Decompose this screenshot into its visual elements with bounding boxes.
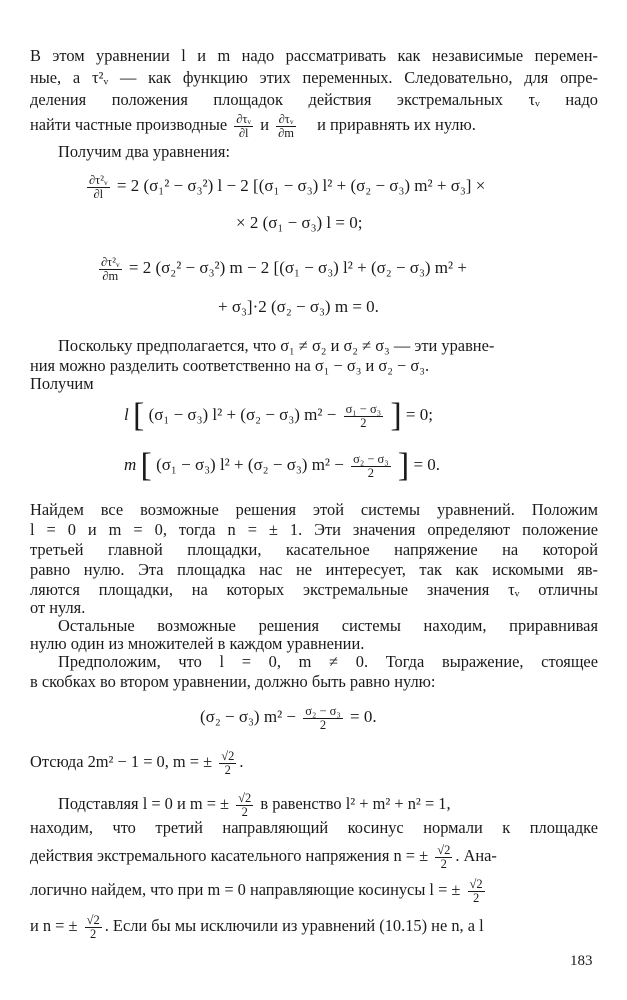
text-line: Отсюда 2m² − 1 = 0, m = ± $\frac{√2}{2}$ .: [30, 748, 244, 777]
equation-text: = 0.: [413, 455, 441, 474]
text-line: В этом уравнении l и m надо рассматривать как независимые перемен-: [30, 46, 598, 65]
page-number: 183: [570, 953, 593, 969]
text-line: [30, 908, 598, 944]
text-line: Получим: [30, 374, 94, 393]
fraction: $\frac{\text{∂τᵥ}}{\partial m}$: [278, 111, 295, 140]
equation: [96, 248, 467, 288]
fraction: $\frac{√2}{2}$: [437, 842, 451, 871]
fraction: $\frac{\text{∂τ²ᵥ}}{\partial l}$: [89, 172, 108, 201]
text-fragment: . Если бы мы исключили из уравнений (10.15) не n, а l: [104, 916, 484, 935]
fraction: $\frac{\text{σ₁ − σ₃}}{2}$: [345, 401, 382, 430]
text-fragment: и приравнять их нулю.: [317, 115, 476, 134]
equation: [200, 700, 377, 734]
bracket: ]: [390, 397, 402, 435]
text-line: нулю один из множителей в каждом уравнении.: [30, 634, 365, 653]
fraction: $\frac{\text{σ₂ − σ₃}}{2}$: [353, 451, 389, 480]
fraction: $\frac{\text{∂τ²ᵥ}}{\partial m}$: [101, 254, 120, 283]
equation-text: = 2 (σ₂² − σ₃²) m − 2 [(σ₁ − σ₃) l² + (σ₂ − σ₃) m² +: [128, 258, 467, 277]
text-line: находим, что третий направляющий косинус нормали к площадке: [30, 818, 598, 837]
equation-text: (σ₂ − σ₃) m² −: [200, 707, 296, 726]
fraction: $\frac{√2}{2}$: [469, 876, 483, 905]
text-line: равно нулю. Эта площадка нас не интересует, так как искомыми яв-: [30, 560, 598, 579]
text-line: [30, 838, 598, 874]
text-fragment: логично найдем, что при m = 0 направляющие косинусы l = ±: [30, 880, 461, 899]
fraction: $\frac{√2}{2}$: [238, 790, 252, 819]
text-line: Предположим, что l = 0, m ≠ 0. Тогда выражение, стоящее: [58, 652, 598, 671]
equation-text: m: [124, 455, 137, 474]
equation-text: l: [124, 405, 129, 424]
text-line: Остальные возможные решения системы находим, приравнивая: [58, 616, 598, 635]
fraction: $\frac{√2}{2}$: [86, 912, 100, 941]
equation: + σ₃]·2 (σ₂ − σ₃) m = 0.: [218, 297, 379, 316]
fraction: $\frac{√2}{2}$: [221, 748, 235, 777]
equation-text: (σ₁ − σ₃) l² + (σ₂ − σ₃) m² −: [148, 405, 337, 424]
fraction: $\frac{\text{∂τᵥ}}{\partial l}$: [236, 111, 252, 140]
equation-text: = 0.: [350, 707, 377, 726]
equation-text: = 2 (σ₁² − σ₃²) l − 2 [(σ₁ − σ₃) l² + (σ₂ − σ₃) m² + σ₃] ×: [116, 176, 486, 195]
equation: [124, 396, 433, 434]
fraction: $\frac{\text{σ₂ − σ₃}}{2}$: [305, 703, 341, 732]
text-line: в скобках во втором уравнении, должно быть равно нулю:: [30, 672, 436, 691]
text-fragment: в равенство l² + m² + n² = 1,: [260, 794, 451, 813]
equation: × 2 (σ₁ − σ₃) l = 0;: [236, 213, 363, 232]
text-fragment: . Ана-: [455, 846, 497, 865]
text-fragment: и: [260, 115, 269, 134]
text-line: третьей главной площадки, касательное напряжение на которой: [30, 540, 598, 559]
text-fragment: Отсюда 2m² − 1 = 0, m = ±: [30, 752, 213, 771]
bracket: [: [140, 447, 152, 485]
text-line: [58, 786, 626, 822]
text-line: от нуля.: [30, 598, 86, 617]
text-line: [30, 108, 598, 142]
equation-text: = 0;: [405, 405, 433, 424]
text-fragment: действия экстремального касательного напряжения n = ±: [30, 846, 429, 865]
text-line: [30, 872, 598, 908]
text-fragment: Подставляя l = 0 и m = ±: [58, 794, 230, 813]
bracket: ]: [397, 447, 410, 485]
equation-text: (σ₁ − σ₃) l² + (σ₂ − σ₃) m² −: [156, 455, 344, 474]
equation: [124, 446, 440, 484]
equation: [84, 168, 485, 204]
text-line: ные, а τ²ᵥ — как функцию этих переменных. Следовательно, для опре-: [30, 68, 598, 87]
text-line: l = 0 и m = 0, тогда n = ± 1. Эти значения определяют положение: [30, 520, 598, 539]
text-line: ния можно разделить соответственно на σ₁ − σ₃ и σ₂ − σ₃.: [30, 356, 430, 375]
text-line: деления положения площадок действия экстремальных τᵥ надо: [30, 90, 598, 109]
text-line: ляются площадки, на которых экстремальные значения τᵥ отличны: [30, 580, 598, 599]
text-fragment: найти частные производные: [30, 115, 228, 134]
text-line: Найдем все возможные решения этой системы уравнений. Положим: [30, 500, 598, 519]
bracket: [: [132, 397, 145, 435]
text-fragment: и n = ±: [30, 916, 78, 935]
text-line: Поскольку предполагается, что σ₁ ≠ σ₂ и σ₂ ≠ σ₃ — эти уравне-: [58, 336, 495, 355]
text-line: Получим два уравнения:: [58, 142, 230, 161]
